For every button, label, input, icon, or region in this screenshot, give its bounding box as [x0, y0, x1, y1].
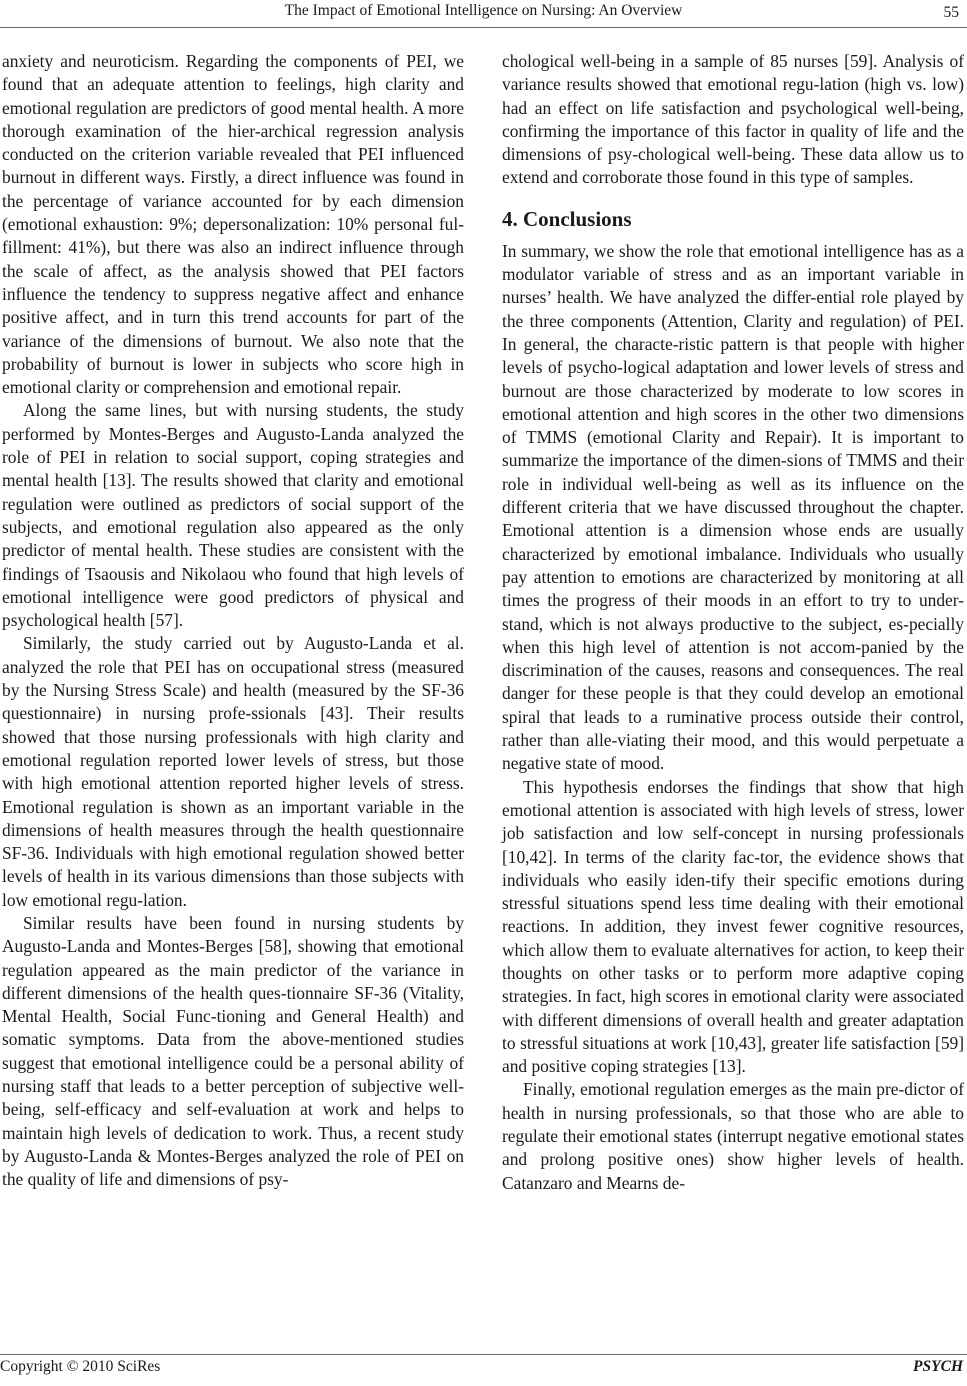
page-number: 55: [943, 4, 959, 21]
copyright-notice: Copyright © 2010 SciRes: [0, 1358, 161, 1375]
paragraph: In summary, we show the role that emotional intelligence has as a modulator variable of stress and as an important variable in nurses’ health. We have analyzed the differ-ential role played by the three components (Attention, Clarity and regulation) of PEI. In general, the characte-ristic pattern is that people with higher levels of psycho-logical adaptation and lower levels of stress and burnout are those characterized by moderate to low scores in emotional attention and high scores in the other two dimensions of TMMS (emotional Clarity and Repair). It is important to summarize the importance of the dimen-sions of TMMS and their role in individual well-being as well as its influence on the different criteria that we have discussed throughout the chapter. Emotional attention is a dimension whose ends are usually characterized by emotional imbalance. Individuals who usually pay attention to emotions are characterized by monitoring at all times the progress of their moods in an effort to try to under-stand, which is not always productive to the subject, es-pecially when this high level of attention is not accom-panied by the discrimination of the causes, reasons and consequences. The real danger for these people is that they could develop an emotional spiral that leads to a ruminative process outside their control, rather than alle-viating their mood, and this would perpetuate a negative state of mood.: [502, 240, 964, 774]
paragraph: Finally, emotional regulation emerges as the main pre-dictor of health in nursing professionals, so that those who are able to regulate their emotional states (interrupt negative emotional states and prolong positive ones) show higher levels of health. Catanzaro and Mearns de-: [502, 1079, 964, 1193]
page-header: [0, 0, 967, 28]
paragraph: Similar results have been found in nursing students by Augusto-Landa and Montes-Berges [58], showing that emotional regulation appeared as the main predictor of the variance in different dimensions of the health ques-tionnaire SF-36 (Vitality, Mental Health, Social Func-tioning and General Health) and somatic symptoms. Data from the above-mentioned studies suggest that emotional intelligence could be a personal ability of nursing staff that leads to a better perception of subjective well-being, self-efficacy and self-evaluation at work and helps to maintain high levels of dedication to work. Thus, a recent study by Augusto-Landa & Montes-Berges analyzed the role of PEI on the quality of life and dimensions of psy-: [2, 912, 464, 1190]
paragraph: anxiety and neuroticism. Regarding the components of PEI, we found that an adequate attention to feelings, high clarity and emotional regulation are predictors of good mental health. A more thorough examination of the hier-archical regression analysis conducted on the criterion variable revealed that PEI influenced burnout in different ways. Firstly, a direct influence was found in the percentage of variance accounted for by each dimension (emotional exhaustion: 9%; depersonalization: 10% personal ful-fillment: 41%), but there was also an indirect influence through the scale of affect, as the analysis showed that PEI factors influence the tendency to suppress negative affect and enhance positive affect, and in turn this trend accounts for part of the variance of the dimensions of burnout. We also note that the probability of burnout is lower in subjects who score high in emotional clarity or comprehension and emotional repair.: [2, 51, 464, 398]
paragraph: This hypothesis endorses the findings that show that high emotional attention is associated with high levels of stress, lower job satisfaction and low self-concept in nursing professionals [10,42]. In terms of the clarity fac-tor, the evidence shows that individuals who easily iden-tify their specific emotions during stressful situations spend less time dealing with their emotional reactions. In addition, they invest fewer cognitive resources, which allow them to evaluate alternatives for action, to keep their thoughts on other tasks or to perform more adaptive coping strategies. In fact, high scores in emotional clarity were associated with different dimensions of overall health and greater adaptation to stressful situations at work [10,43], greater life satisfaction [59] and positive coping strategies [13].: [502, 776, 964, 1077]
right-column: [502, 50, 964, 1195]
paragraph: Along the same lines, but with nursing students, the study performed by Montes-Berges and Augusto-Landa analyzed the role of PEI in relation to social support, coping strategies and mental health [13]. The results showed that clarity and emotional regulation were outlined as predictors of social support of the subjects, and emotional regulation also appeared as the only predictor of mental health. These studies are consistent with the findings of Tsaousis and Nikolaou who found that high levels of emotional intelligence were good predictors of physical and psychological health [57].: [2, 400, 464, 631]
header-rule: [0, 27, 967, 28]
page-footer: [0, 1358, 967, 1382]
running-title: The Impact of Emotional Intelligence on Nursing: An Overview: [284, 2, 683, 19]
left-column: [2, 50, 464, 1192]
paragraph: Similarly, the study carried out by Augusto-Landa et al. analyzed the role that PEI has on occupational stress (measured by the Nursing Stress Scale) and health (measured by the SF-36 questionnaire) in nursing profe-ssionals [43]. Their results showed that those nursing professionals with high clarity and emotional regulation reported lower levels of stress, but those with high emotional attention reported higher levels of stress. Emotional regulation is shown as an important variable in the dimensions of health measures through the health questionnaire SF-36. Individuals with high emotional regulation showed better levels of health in its various dimensions than those subjects with low emotional regu-lation.: [2, 633, 464, 910]
footer-rule: [0, 1354, 967, 1355]
section-heading: 4. Conclusions: [502, 206, 632, 231]
paragraph: chological well-being in a sample of 85 nurses [59]. Analysis of variance results showed that emotional regu-lation (high vs. low) had an effect on life satisfaction and psychological well-being, confirming the importance of this factor in quality of life and the dimensions of psy-chological well-being. These data allow us to extend and corroborate those found in this type of samples.: [502, 51, 964, 188]
journal-name: PSYCH: [913, 1358, 963, 1375]
